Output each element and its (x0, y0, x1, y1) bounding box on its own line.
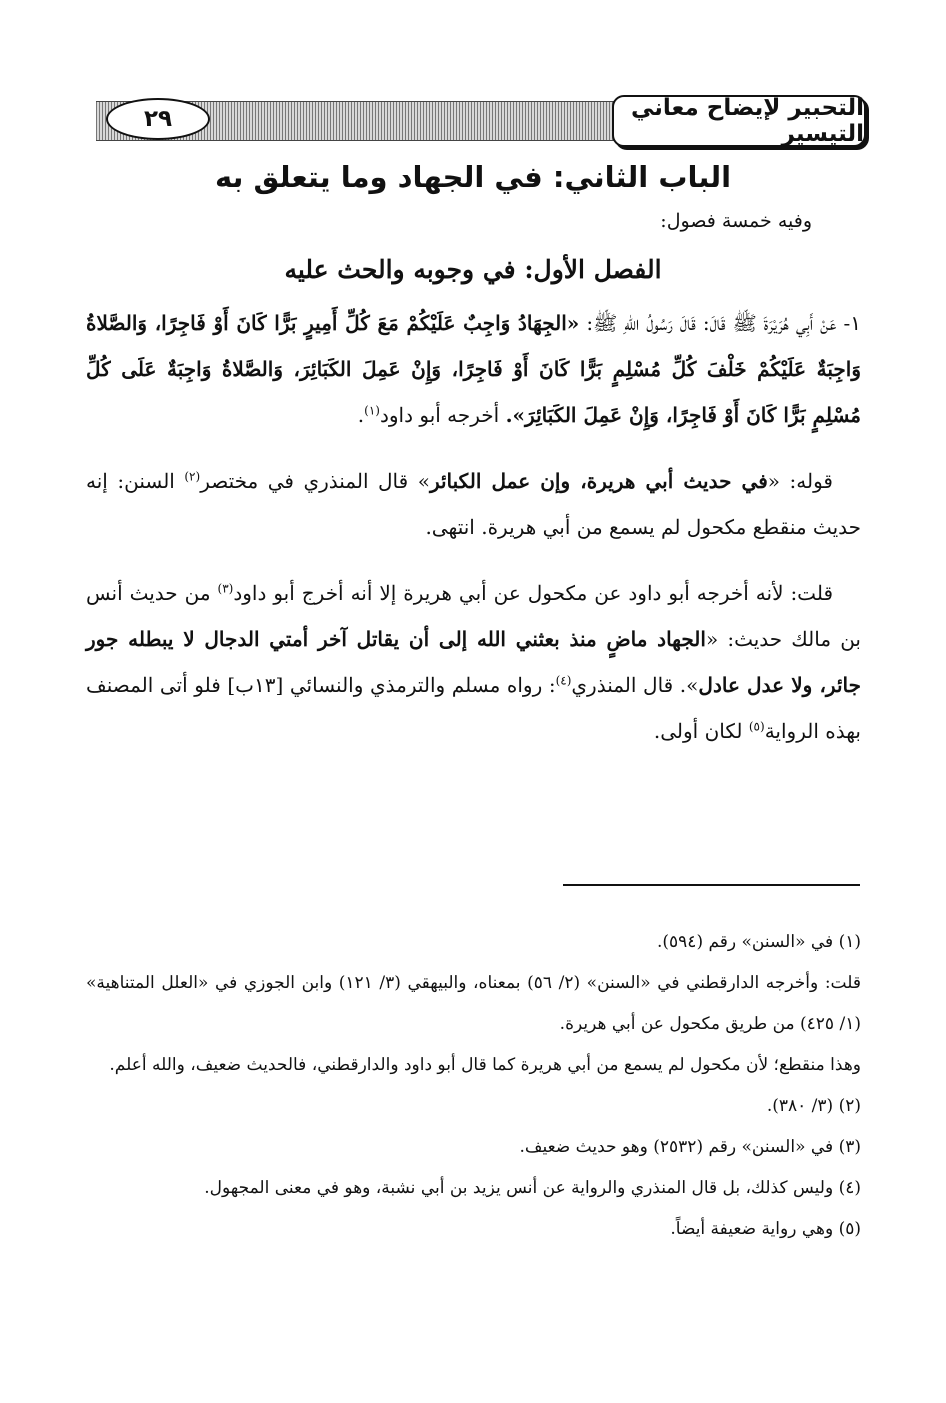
remark-part-c: ». قال المنذري (571, 673, 699, 697)
remark-part-e: لكان أولى. (653, 719, 749, 743)
remark-part-d: : رواه مسلم والترمذي والنسائي [١٣ب] فلو أتى المصنف بهذه الرواية (86, 673, 861, 743)
footnote-5: (٥) وهي رواية ضعيفة أيضاً. (670, 1219, 861, 1239)
hadith-lead: ١- عَنْ أَبِي هُرَيْرَةَ ﷺ قَالَ: قَالَ رَسُولُ اللهِ ﷺ: (586, 311, 861, 335)
footnote-2: (٢) (٣/ ٣٨٠). (766, 1096, 861, 1116)
footnote-3: (٣) في «السنن» رقم (٢٥٣٢) وهو حديث ضعيف. (519, 1137, 861, 1157)
remark-paragraph (86, 570, 861, 754)
footnote-1: (١) في «السنن» رقم (٥٩٤). (656, 932, 861, 952)
comment-paragraph (86, 458, 861, 550)
page-number: ٢٩ (106, 98, 210, 140)
intro-line: وفيه خمسة فصول: (660, 210, 812, 232)
footnote-ref-1: (١) (364, 403, 380, 418)
footnote-ref-5: (٥) (748, 719, 765, 734)
section-title: الفصل الأول: في وجوبه والحث عليه (284, 255, 662, 284)
hadith-text: «الجِهَادُ وَاجِبٌ عَلَيْكُمْ مَعَ كُلِّ أَمِيرٍ بَرًّا كَانَ أَوْ فَاجِرًا، وَالصَّلاةُ وَاجِبَةٌ عَلَيْكُمْ خَلْفَ كُلِّ مُسْلِمٍ بَرًّا كَانَ أَوْ فَاجِرًا، وَإِنْ عَمِلَ الكَبَائِرَ، وَالصَّلاةُ وَاجِبَةٌ عَلَى كُلِّ مُسْلِمٍ بَرًّا كَانَ أَوْ فَاجِرًا، وَإِنْ عَمِلَ الكَبَائِرَ». (86, 311, 861, 427)
comment-part-c: السنن: إنه حديث منقطع مكحول لم يسمع من أبي هريرة. انتهى. (86, 469, 861, 539)
footnotes (86, 922, 861, 1250)
running-header-title: التحبير لإيضاح معاني التيسير (612, 95, 866, 147)
comment-part-a: قوله: « (767, 469, 833, 493)
remark-quote: الجهاد ماضٍ منذ بعثني الله إلى أن يقاتل آخر أمتي الدجال لا يبطله جور جائر، ولا عدل عادل (86, 627, 861, 697)
footnote-1-continued: قلت: وأخرجه الدارقطني في «السنن» (٢/ ٥٦) بمعناه، والبيهقي (٣/ ١٢١) وابن الجوزي في «العلل المتناهية» (١/ ٤٢٥) من طريق مكحول عن أبي هريرة. (86, 973, 862, 1034)
hadith-tail: أخرجه أبو داود (379, 403, 500, 427)
footnote-ref-3: (٣) (217, 581, 234, 596)
footnote-ref-2: (٢) (184, 469, 201, 484)
hadith-end: . (357, 403, 365, 427)
footnote-separator (563, 884, 860, 886)
remark-part-b: من حديث أنس بن مالك حديث: « (86, 581, 861, 651)
remark-part-a: قلت: لأنه أخرجه أبو داود عن مكحول عن أبي هريرة إلا أنه أخرج أبو داود (233, 581, 833, 605)
footnote-ref-4: (٤) (555, 673, 572, 688)
footnote-1-continued: وهذا منقطع؛ لأن مكحول لم يسمع من أبي هريرة كما قال أبو داود والدارقطني، فالحديث ضعيف، والله أعلم. (109, 1055, 861, 1075)
hadith-paragraph (86, 300, 861, 438)
main-text (86, 300, 861, 774)
footnote-4: (٤) وليس كذلك، بل قال المنذري والرواية عن أنس يزيد بن أبي نشبة، وهو في معنى المجهول. (204, 1178, 861, 1198)
comment-quote: في حديث أبي هريرة، وإن عمل الكبائر (429, 469, 768, 493)
chapter-title: الباب الثاني: في الجهاد وما يتعلق به (214, 160, 732, 194)
comment-part-b: » قال المنذري في مختصر (200, 469, 430, 493)
